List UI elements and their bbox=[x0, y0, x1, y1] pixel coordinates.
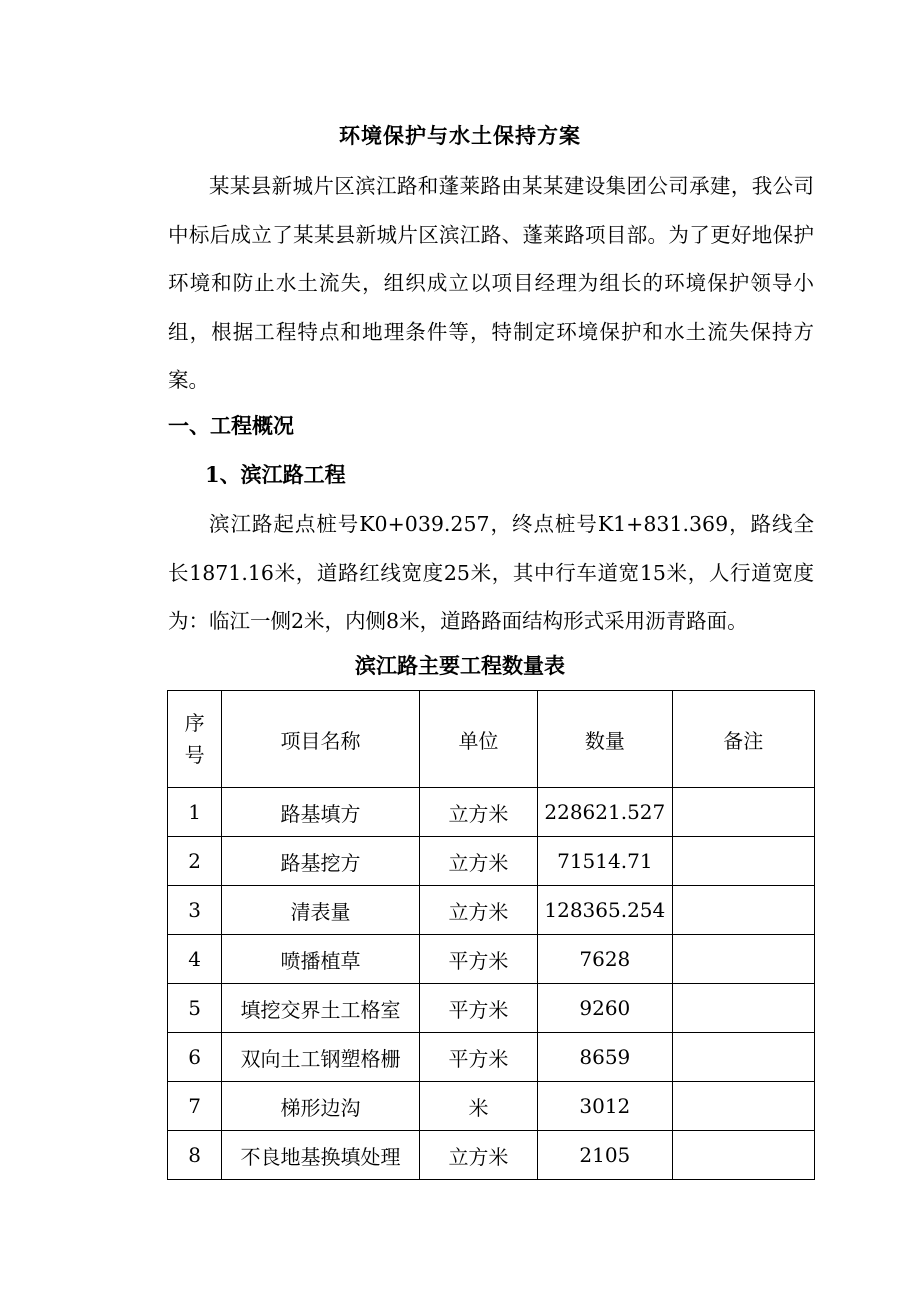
cell-quantity: 71514.71 bbox=[538, 837, 672, 886]
cell-unit: 立方米 bbox=[419, 788, 537, 837]
table-row bbox=[168, 1033, 815, 1082]
cell-note bbox=[672, 1082, 814, 1131]
cell-note bbox=[672, 984, 814, 1033]
cell-seq: 5 bbox=[168, 984, 222, 1033]
section-heading-overview: 一、工程概况 bbox=[168, 413, 294, 438]
cell-unit: 平方米 bbox=[419, 1033, 537, 1082]
cell-unit: 米 bbox=[419, 1082, 537, 1131]
cell-seq: 3 bbox=[168, 886, 222, 935]
cell-name: 路基挖方 bbox=[222, 837, 420, 886]
header-seq bbox=[168, 691, 222, 788]
cell-seq: 8 bbox=[168, 1131, 222, 1180]
table-row bbox=[168, 788, 815, 837]
cell-name: 喷播植草 bbox=[222, 935, 420, 984]
table-row bbox=[168, 984, 815, 1033]
cell-unit: 立方米 bbox=[419, 1131, 537, 1180]
cell-seq: 4 bbox=[168, 935, 222, 984]
cell-quantity: 8659 bbox=[538, 1033, 672, 1082]
cell-unit: 立方米 bbox=[419, 886, 537, 935]
header-name: 项目名称 bbox=[222, 691, 420, 788]
cell-quantity: 128365.254 bbox=[538, 886, 672, 935]
cell-unit: 平方米 bbox=[419, 984, 537, 1033]
cell-note bbox=[672, 886, 814, 935]
cell-seq: 2 bbox=[168, 837, 222, 886]
cell-note bbox=[672, 935, 814, 984]
table-row bbox=[168, 935, 815, 984]
cell-note bbox=[672, 1131, 814, 1180]
cell-name: 填挖交界土工格室 bbox=[222, 984, 420, 1033]
cell-note bbox=[672, 1033, 814, 1082]
binjiang-road-paragraph: 滨江路起点桩号K0+039.257，终点桩号K1+831.369，路线全长1871.16米，道路红线宽度25米，其中行车道宽15米，人行道宽度为：临江一侧2米，内侧8米，道路路面结构形式采用沥青路面。 bbox=[168, 512, 814, 633]
document-title: 环境保护与水土保持方案 bbox=[339, 123, 581, 148]
table-row bbox=[168, 1131, 815, 1180]
cell-quantity: 7628 bbox=[538, 935, 672, 984]
header-note: 备注 bbox=[672, 691, 814, 788]
cell-note bbox=[672, 837, 814, 886]
table-row bbox=[168, 886, 815, 935]
cell-quantity: 9260 bbox=[538, 984, 672, 1033]
cell-name: 不良地基换填处理 bbox=[222, 1131, 420, 1180]
cell-seq: 7 bbox=[168, 1082, 222, 1131]
cell-quantity: 228621.527 bbox=[538, 788, 672, 837]
header-quantity: 数量 bbox=[538, 691, 672, 788]
cell-name: 双向土工钢塑格栅 bbox=[222, 1033, 420, 1082]
table-header-row bbox=[168, 691, 815, 788]
cell-name: 梯形边沟 bbox=[222, 1082, 420, 1131]
cell-note bbox=[672, 788, 814, 837]
table-caption: 滨江路主要工程数量表 bbox=[355, 653, 565, 678]
quantity-table bbox=[167, 690, 815, 1180]
table-row bbox=[168, 837, 815, 886]
header-seq-line1: 序 bbox=[184, 711, 205, 735]
cell-unit: 立方米 bbox=[419, 837, 537, 886]
header-seq-line2: 号 bbox=[184, 743, 205, 767]
cell-quantity: 2105 bbox=[538, 1131, 672, 1180]
cell-name: 路基填方 bbox=[222, 788, 420, 837]
table-row bbox=[168, 1082, 815, 1131]
cell-unit: 平方米 bbox=[419, 935, 537, 984]
subsection-heading-binjiang-road: 1、滨江路工程 bbox=[205, 462, 346, 487]
cell-name: 清表量 bbox=[222, 886, 420, 935]
cell-quantity: 3012 bbox=[538, 1082, 672, 1131]
cell-seq: 1 bbox=[168, 788, 222, 837]
header-unit: 单位 bbox=[419, 691, 537, 788]
cell-seq: 6 bbox=[168, 1033, 222, 1082]
intro-paragraph: 某某县新城片区滨江路和蓬莱路由某某建设集团公司承建，我公司中标后成立了某某县新城片区滨江路、蓬莱路项目部。为了更好地保护环境和防止水土流失，组织成立以项目经理为组长的环境保护领导小组，根据工程特点和地理条件等，特制定环境保护和水土流失保持方案。 bbox=[168, 174, 814, 392]
